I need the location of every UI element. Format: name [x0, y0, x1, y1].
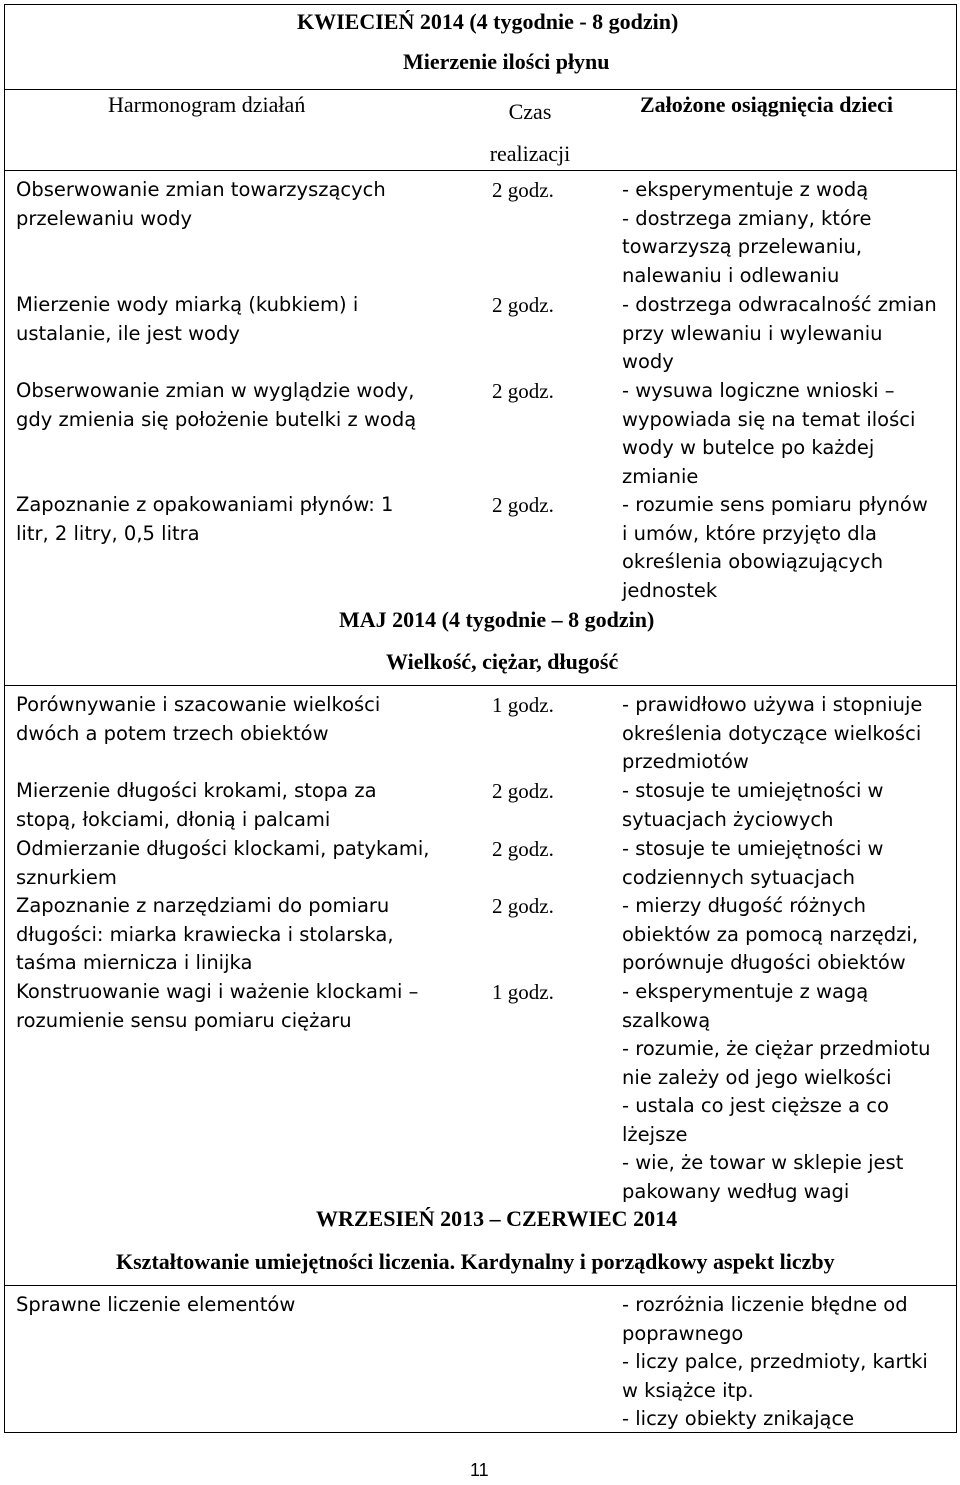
divider-line [4, 685, 957, 686]
table-row-activity: Konstruowanie wagi i ważenie klockami – rozumienie sensu pomiaru ciężaru [16, 980, 419, 1032]
table-row-time: 2 godz. [492, 894, 554, 918]
header-activities: Harmonogram działań [108, 92, 306, 117]
table-row-time: 2 godz. [492, 178, 554, 202]
table-row-outcome: - eksperymentuje z wagą szalkową - rozumie, że ciężar przedmiotu nie zależy od jego wielkości - ustala co jest cięższe a co lżejsze - wie, że towar w sklepie jest pakowany według wagi [622, 980, 931, 1203]
table-row-time: 1 godz. [492, 980, 554, 1004]
table-row-activity: Obserwowanie zmian w wyglądzie wody, gdy zmienia się położenie butelki z wodą [16, 379, 417, 431]
table-row-activity: Mierzenie wody miarką (kubkiem) i ustalanie, ile jest wody [16, 293, 359, 345]
table-row-outcome: - dostrzega odwracalność zmian przy wlewaniu i wylewaniu wody [622, 293, 937, 373]
table-row-activity: Mierzenie długości krokami, stopa za stopą, łokciami, dłonią i palcami [16, 779, 377, 831]
may-title: MAJ 2014 (4 tygodnie – 8 godzin) [339, 607, 655, 632]
april-subtitle: Mierzenie ilości płynu [403, 49, 610, 74]
page-number: 11 [470, 1460, 489, 1480]
september-title: WRZESIEŃ 2013 – CZERWIEC 2014 [316, 1206, 678, 1231]
table-row-time: 2 godz. [492, 379, 554, 403]
table-row-outcome: - wysuwa logiczne wnioski – wypowiada się na temat ilości wody w butelce po każdej zmianie [622, 379, 916, 488]
table-row-activity: Odmierzanie długości klockami, patykami, sznurkiem [16, 837, 430, 889]
header-time: Czas realizacji [489, 99, 571, 166]
table-row-outcome: - rozumie sens pomiaru płynów i umów, które przyjęto dla określenia obowiązujących jednostek [622, 493, 928, 602]
table-row-time: 2 godz. [492, 837, 554, 861]
table-row-outcome: - eksperymentuje z wodą - dostrzega zmiany, które towarzyszą przelewaniu, nalewaniu i odlewaniu [622, 178, 872, 287]
header-outcomes: Założone osiągnięcia dzieci [640, 92, 893, 117]
table-row-time: 1 godz. [492, 693, 554, 717]
table-row-outcome: - stosuje te umiejętności w sytuacjach życiowych [622, 779, 884, 831]
may-subtitle: Wielkość, ciężar, długość [386, 649, 619, 674]
april-title: KWIECIEŃ 2014 (4 tygodnie - 8 godzin) [297, 9, 679, 34]
table-row-outcome: - prawidłowo używa i stopniuje określenia dotyczące wielkości przedmiotów [622, 693, 923, 773]
table-row-outcome: - mierzy długość różnych obiektów za pomocą narzędzi, porównuje długości obiektów [622, 894, 919, 974]
table-row-outcome: - stosuje te umiejętności w codziennych sytuacjach [622, 837, 884, 889]
table-row-time: 2 godz. [492, 493, 554, 517]
table-row-time: 2 godz. [492, 779, 554, 803]
divider-line [4, 170, 957, 171]
table-row-activity: Sprawne liczenie elementów [16, 1293, 296, 1316]
september-subtitle: Kształtowanie umiejętności liczenia. Kardynalny i porządkowy aspekt liczby [116, 1249, 835, 1274]
table-row-activity: Zapoznanie z opakowaniami płynów: 1 litr, 2 litry, 0,5 litra [16, 493, 394, 545]
table-row-time: 2 godz. [492, 293, 554, 317]
table-row-outcome: - rozróżnia liczenie błędne od poprawnego - liczy palce, przedmioty, kartki w książce itp. - liczy obiekty znikające [622, 1293, 928, 1430]
table-row-activity: Obserwowanie zmian towarzyszących przelewaniu wody [16, 178, 386, 230]
table-row-activity: Porównywanie i szacowanie wielkości dwóch a potem trzech obiektów [16, 693, 381, 745]
divider-line [4, 1285, 957, 1286]
table-row-activity: Zapoznanie z narzędziami do pomiaru długości: miarka krawiecka i stolarska, taśma miernicza i linijka [16, 894, 394, 974]
divider-line [4, 89, 957, 90]
